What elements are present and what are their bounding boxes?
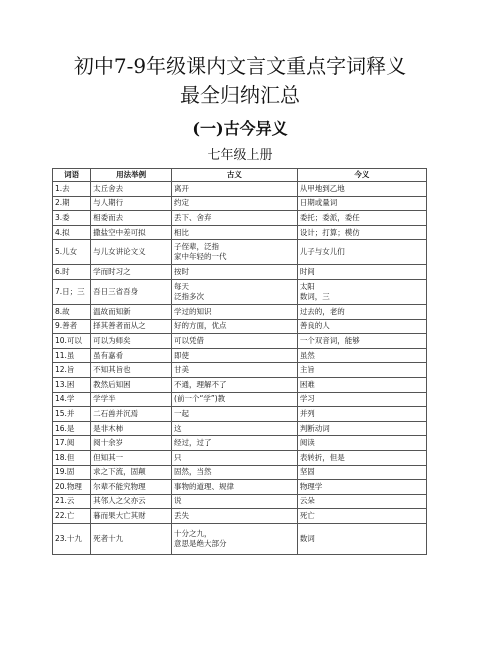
table-row [53, 211, 427, 226]
modern-meaning-cell-line: 日期或量词 [299, 198, 338, 208]
modern-meaning-cell [297, 436, 426, 451]
modern-meaning-cell-line: 委托；委派，委任 [299, 212, 360, 222]
ancient-meaning-cell-line: 丢下、舍弃 [174, 212, 212, 222]
ancient-meaning-cell-line: 离开 [174, 183, 190, 193]
ancient-meaning-cell [172, 348, 298, 363]
ancient-meaning-cell-line: 说 [174, 496, 182, 506]
ancient-meaning-cell-line: 只 [174, 452, 182, 462]
ancient-meaning-cell-line: 丢失 [174, 511, 190, 521]
word-cell: 19.固 [53, 465, 91, 480]
table-row [53, 377, 427, 392]
header-word: 词语 [53, 169, 91, 182]
word-cell: 8.故 [53, 304, 91, 319]
vocabulary-table [52, 168, 427, 555]
modern-meaning-cell [297, 363, 426, 378]
ancient-meaning-cell [172, 279, 298, 304]
modern-meaning-cell-line: 表转折，但是 [299, 452, 345, 462]
ancient-meaning-cell-line: 意思是绝大部分 [174, 538, 227, 548]
word-cell: 10.可以 [53, 334, 91, 349]
example-cell: 不知其旨也 [91, 363, 172, 378]
example-cell: 吾日三省吾身 [91, 279, 172, 304]
table-row [53, 494, 427, 509]
ancient-meaning-cell-line: 不通，理解不了 [174, 379, 227, 389]
example-cell: 相委而去 [91, 211, 172, 226]
ancient-meaning-cell-line: (前一个“学”)教 [174, 394, 226, 404]
ancient-meaning-cell [172, 225, 298, 240]
table-row [53, 480, 427, 495]
modern-meaning-cell [297, 334, 426, 349]
example-cell: 择其善者而从之 [91, 319, 172, 334]
example-cell: 温故而知新 [91, 304, 172, 319]
table-row [53, 523, 427, 554]
ancient-meaning-cell [172, 392, 298, 407]
modern-meaning-cell [297, 465, 426, 480]
modern-meaning-cell-line: 云朵 [299, 496, 315, 506]
word-cell: 14.学 [53, 392, 91, 407]
ancient-meaning-cell-line: 学过的知识 [174, 306, 212, 316]
ancient-meaning-cell [172, 265, 298, 280]
modern-meaning-cell-line: 太阳 [299, 281, 315, 291]
example-cell: 但知其一 [91, 450, 172, 465]
word-cell: 9.善者 [53, 319, 91, 334]
modern-meaning-cell-line: 判断动词 [299, 423, 330, 433]
modern-meaning-cell [297, 319, 426, 334]
example-cell: 学学半 [91, 392, 172, 407]
modern-meaning-cell [297, 509, 426, 524]
example-cell: 其邻人之父亦云 [91, 494, 172, 509]
ancient-meaning-cell [172, 450, 298, 465]
example-cell: 与人期行 [91, 196, 172, 211]
example-cell: 教然后知困 [91, 377, 172, 392]
ancient-meaning-cell-line: 固然，当然 [174, 467, 212, 477]
example-cell: 求之下流，固颠 [91, 465, 172, 480]
word-cell: 18.但 [53, 450, 91, 465]
word-cell: 21.云 [53, 494, 91, 509]
word-cell: 13.困 [53, 377, 91, 392]
table-row [53, 182, 427, 197]
header-example: 用法举例 [91, 169, 172, 182]
ancient-meaning-cell [172, 465, 298, 480]
example-cell: 太丘舍去 [91, 182, 172, 197]
modern-meaning-cell [297, 304, 426, 319]
document-title-line1: 初中7-9年级课内文言文重点字词释义 [73, 54, 407, 78]
example-cell: 撒盐空中差可拟 [91, 225, 172, 240]
word-cell: 22.亡 [53, 509, 91, 524]
ancient-meaning-cell-line: 子侄辈，泛指 [174, 242, 220, 252]
ancient-meaning-cell [172, 407, 298, 422]
modern-meaning-cell [297, 450, 426, 465]
word-cell: 2.期 [53, 196, 91, 211]
ancient-meaning-cell-line: 家中年轻的一代 [174, 252, 227, 262]
word-cell: 12.旨 [53, 363, 91, 378]
ancient-meaning-cell-line: 这 [174, 423, 182, 433]
modern-meaning-cell [297, 421, 426, 436]
modern-meaning-cell [297, 240, 426, 265]
ancient-meaning-cell-line: 十分之九， [174, 528, 212, 538]
word-cell: 4.拟 [53, 225, 91, 240]
modern-meaning-cell-line: 从甲地到乙地 [299, 183, 345, 193]
ancient-meaning-cell [172, 211, 298, 226]
modern-meaning-cell-line: 并列 [299, 408, 315, 418]
table-row [53, 465, 427, 480]
modern-meaning-cell-line: 困难 [299, 379, 315, 389]
ancient-meaning-cell-line: 好的方面，优点 [174, 321, 227, 331]
word-cell: 11.虽 [53, 348, 91, 363]
table-row [53, 196, 427, 211]
modern-meaning-cell [297, 407, 426, 422]
modern-meaning-cell-line: 虽然 [299, 350, 315, 360]
word-cell: 15.并 [53, 407, 91, 422]
ancient-meaning-cell-line: 经过，过了 [174, 438, 212, 448]
modern-meaning-cell-line: 坚固 [299, 467, 315, 477]
table-row [53, 319, 427, 334]
ancient-meaning-cell-line: 甘美 [174, 365, 190, 375]
ancient-meaning-cell [172, 182, 298, 197]
modern-meaning-cell [297, 225, 426, 240]
table-row [53, 225, 427, 240]
table-row [53, 348, 427, 363]
table-row [53, 334, 427, 349]
modern-meaning-cell-line: 善良的人 [299, 321, 330, 331]
word-cell: 23.十九 [53, 523, 91, 554]
table-row [53, 450, 427, 465]
table-row [53, 304, 427, 319]
example-cell: 可以为师矣 [91, 334, 172, 349]
example-cell: 学而时习之 [91, 265, 172, 280]
modern-meaning-cell-line: 时间 [299, 267, 315, 277]
table-row [53, 279, 427, 304]
table-header-row [53, 169, 427, 182]
modern-meaning-cell [297, 480, 426, 495]
grade-title: 七年级上册 [207, 148, 273, 163]
ancient-meaning-cell [172, 509, 298, 524]
modern-meaning-cell-line: 过去的，老的 [299, 306, 345, 316]
word-cell: 6.时 [53, 265, 91, 280]
example-cell: 虽有嘉肴 [91, 348, 172, 363]
table-row [53, 421, 427, 436]
word-cell: 3.委 [53, 211, 91, 226]
table-row [53, 363, 427, 378]
table-row [53, 436, 427, 451]
modern-meaning-cell [297, 377, 426, 392]
modern-meaning-cell [297, 392, 426, 407]
word-cell: 5.儿女 [53, 240, 91, 265]
modern-meaning-cell-line: 阅读 [299, 438, 315, 448]
modern-meaning-cell [297, 494, 426, 509]
ancient-meaning-cell-line: 即使 [174, 350, 190, 360]
ancient-meaning-cell [172, 494, 298, 509]
modern-meaning-cell-line: 数词，三 [299, 291, 330, 301]
table-row [53, 240, 427, 265]
document-title-line2: 最全归纳汇总 [180, 83, 300, 107]
word-cell: 17.阅 [53, 436, 91, 451]
ancient-meaning-cell-line: 可以凭借 [174, 335, 205, 345]
modern-meaning-cell-line: 学习 [299, 394, 315, 404]
modern-meaning-cell [297, 523, 426, 554]
ancient-meaning-cell [172, 523, 298, 554]
example-cell: 阅十余岁 [91, 436, 172, 451]
example-cell: 死者十九 [91, 523, 172, 554]
modern-meaning-cell [297, 265, 426, 280]
table-row [53, 265, 427, 280]
ancient-meaning-cell-line: 事物的道理、规律 [174, 481, 235, 491]
modern-meaning-cell-line: 死亡 [299, 511, 315, 521]
example-cell: 与儿女讲论文义 [91, 240, 172, 265]
example-cell: 是非木柿 [91, 421, 172, 436]
modern-meaning-cell [297, 279, 426, 304]
word-cell: 16.是 [53, 421, 91, 436]
modern-meaning-cell-line: 设计；打算；模仿 [299, 227, 360, 237]
modern-meaning-cell-line: 一个双音词，能够 [299, 335, 360, 345]
word-cell: 1.去 [53, 182, 91, 197]
ancient-meaning-cell [172, 304, 298, 319]
ancient-meaning-cell-line: 泛指多次 [174, 291, 205, 301]
header-modern-meaning: 今义 [297, 169, 426, 182]
word-cell: 20.物理 [53, 480, 91, 495]
modern-meaning-cell-line: 儿子与女儿们 [299, 247, 345, 257]
ancient-meaning-cell-line: 相比 [174, 227, 190, 237]
ancient-meaning-cell [172, 196, 298, 211]
modern-meaning-cell [297, 348, 426, 363]
example-cell: 尔辈不能究物理 [91, 480, 172, 495]
modern-meaning-cell [297, 182, 426, 197]
table-row [53, 509, 427, 524]
header-ancient-meaning: 古义 [172, 169, 298, 182]
word-cell: 7.日；三 [53, 279, 91, 304]
modern-meaning-cell [297, 196, 426, 211]
ancient-meaning-cell-line: 一起 [174, 408, 190, 418]
ancient-meaning-cell [172, 480, 298, 495]
ancient-meaning-cell [172, 436, 298, 451]
ancient-meaning-cell [172, 319, 298, 334]
modern-meaning-cell-line: 主旨 [299, 365, 315, 375]
example-cell: 暮而果大亡其财 [91, 509, 172, 524]
table-row [53, 407, 427, 422]
ancient-meaning-cell [172, 334, 298, 349]
ancient-meaning-cell-line: 按时 [174, 267, 190, 277]
ancient-meaning-cell [172, 377, 298, 392]
table-row [53, 392, 427, 407]
section-title: (一)古今异义 [192, 119, 288, 138]
ancient-meaning-cell-line: 每天 [174, 281, 190, 291]
modern-meaning-cell [297, 211, 426, 226]
ancient-meaning-cell-line: 约定 [174, 198, 190, 208]
ancient-meaning-cell [172, 240, 298, 265]
ancient-meaning-cell [172, 421, 298, 436]
example-cell: 二石兽并沉焉 [91, 407, 172, 422]
modern-meaning-cell-line: 物理学 [299, 481, 323, 491]
ancient-meaning-cell [172, 363, 298, 378]
modern-meaning-cell-line: 数词 [299, 533, 315, 543]
